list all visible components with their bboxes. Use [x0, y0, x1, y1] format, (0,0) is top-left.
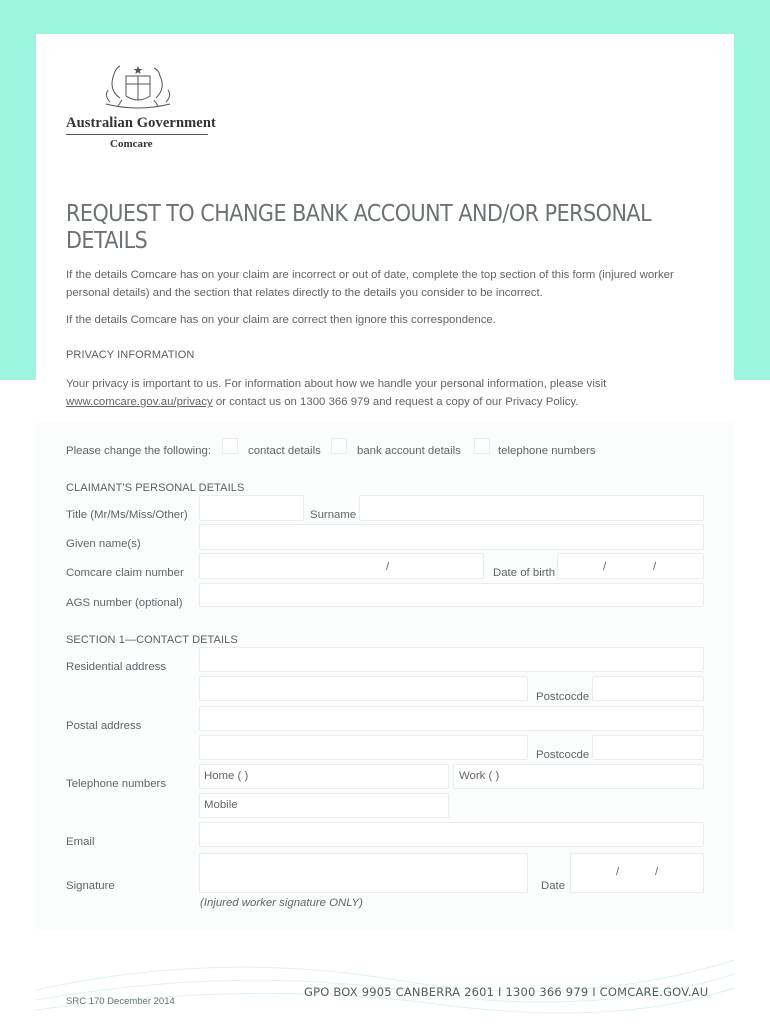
claim-number-label: Comcare claim number [66, 567, 184, 579]
title-label: Title (Mr/Ms/Miss/Other) [66, 509, 188, 521]
postal-postcode-label: Postcocde [536, 749, 590, 761]
residential-postcode-field[interactable] [592, 676, 704, 701]
dob-label: Date of birth [493, 567, 556, 579]
given-name-label: Given name(s) [66, 538, 141, 550]
intro-paragraph: If the details Comcare has on your claim are incorrect or out of date, complete the top section of this form (injured worker personal details) and the section that relates directly to the details you consider to be incorrect. [66, 269, 674, 299]
section1-heading: SECTION 1—CONTACT DETAILS [66, 634, 238, 646]
ags-label: AGS number (optional) [66, 597, 183, 609]
privacy-heading: PRIVACY INFORMATION [66, 349, 195, 361]
privacy-paragraph [66, 375, 716, 411]
claim-number-field[interactable] [199, 553, 484, 579]
claimant-heading: CLAIMANT'S PERSONAL DETAILS [66, 482, 245, 494]
title-field[interactable] [199, 495, 304, 521]
given-name-field[interactable] [199, 524, 704, 550]
page-title: REQUEST TO CHANGE BANK ACCOUNT AND/OR PERSONAL DETAILS [66, 201, 652, 254]
privacy-link[interactable]: www.comcare.gov.au/privacy [66, 396, 213, 408]
form-code: SRC 170 December 2014 [66, 996, 175, 1007]
home-phone-label: Home ( ) [204, 770, 249, 782]
dob-separator-2: / [653, 561, 657, 573]
dob-field[interactable] [557, 553, 704, 579]
footer-contact: GPO BOX 9905 CANBERRA 2601 I 1300 366 979 I COMCARE.GOV.AU [304, 985, 709, 999]
signature-note: (Injured worker signature ONLY) [200, 897, 363, 909]
mobile-label: Mobile [204, 799, 238, 811]
email-label: Email [66, 836, 95, 848]
residential-field-2[interactable] [199, 676, 528, 701]
telephone-label: Telephone numbers [66, 778, 167, 790]
privacy-text-2: or contact us on 1300 366 979 and request a copy of our Privacy Policy. [212, 396, 579, 408]
intro-paragraph-2: If the details Comcare has on your claim are correct then ignore this correspondence. [66, 314, 496, 326]
bank-account-option: bank account details [357, 445, 461, 457]
date-label: Date [541, 880, 566, 892]
logo-divider [66, 134, 208, 135]
change-prompt: Please change the following: [66, 445, 212, 457]
residential-label: Residential address [66, 661, 167, 673]
contact-details-checkbox[interactable] [222, 438, 238, 454]
wave-decoration [36, 930, 734, 1024]
government-name: Australian Government [66, 115, 216, 131]
residential-field-1[interactable] [199, 647, 704, 672]
contact-details-option: contact details [248, 445, 321, 457]
postal-label: Postal address [66, 720, 142, 732]
email-field[interactable] [199, 822, 704, 847]
residential-postcode-label: Postcocde [536, 691, 590, 703]
surname-label: Surname [310, 509, 357, 521]
coat-of-arms-icon [96, 62, 180, 110]
privacy-text: Your privacy is important to us. For information about how we handle your personal information, please visit [66, 378, 607, 390]
postal-field-1[interactable] [199, 706, 704, 731]
ags-field[interactable] [199, 583, 704, 607]
surname-field[interactable] [359, 495, 704, 521]
signature-field[interactable] [199, 853, 528, 893]
signature-label: Signature [66, 880, 115, 892]
date-field[interactable] [570, 853, 704, 893]
dob-separator-1: / [603, 561, 607, 573]
telephone-numbers-checkbox[interactable] [474, 438, 490, 454]
bank-account-checkbox[interactable] [331, 438, 347, 454]
telephone-numbers-option: telephone numbers [498, 445, 596, 457]
work-phone-label: Work ( ) [459, 770, 500, 782]
postal-postcode-field[interactable] [592, 735, 704, 760]
date-separator-1: / [616, 866, 620, 878]
agency-name: Comcare [110, 138, 153, 150]
claim-number-separator: / [386, 561, 390, 573]
date-separator-2: / [655, 866, 659, 878]
postal-field-2[interactable] [199, 735, 528, 760]
